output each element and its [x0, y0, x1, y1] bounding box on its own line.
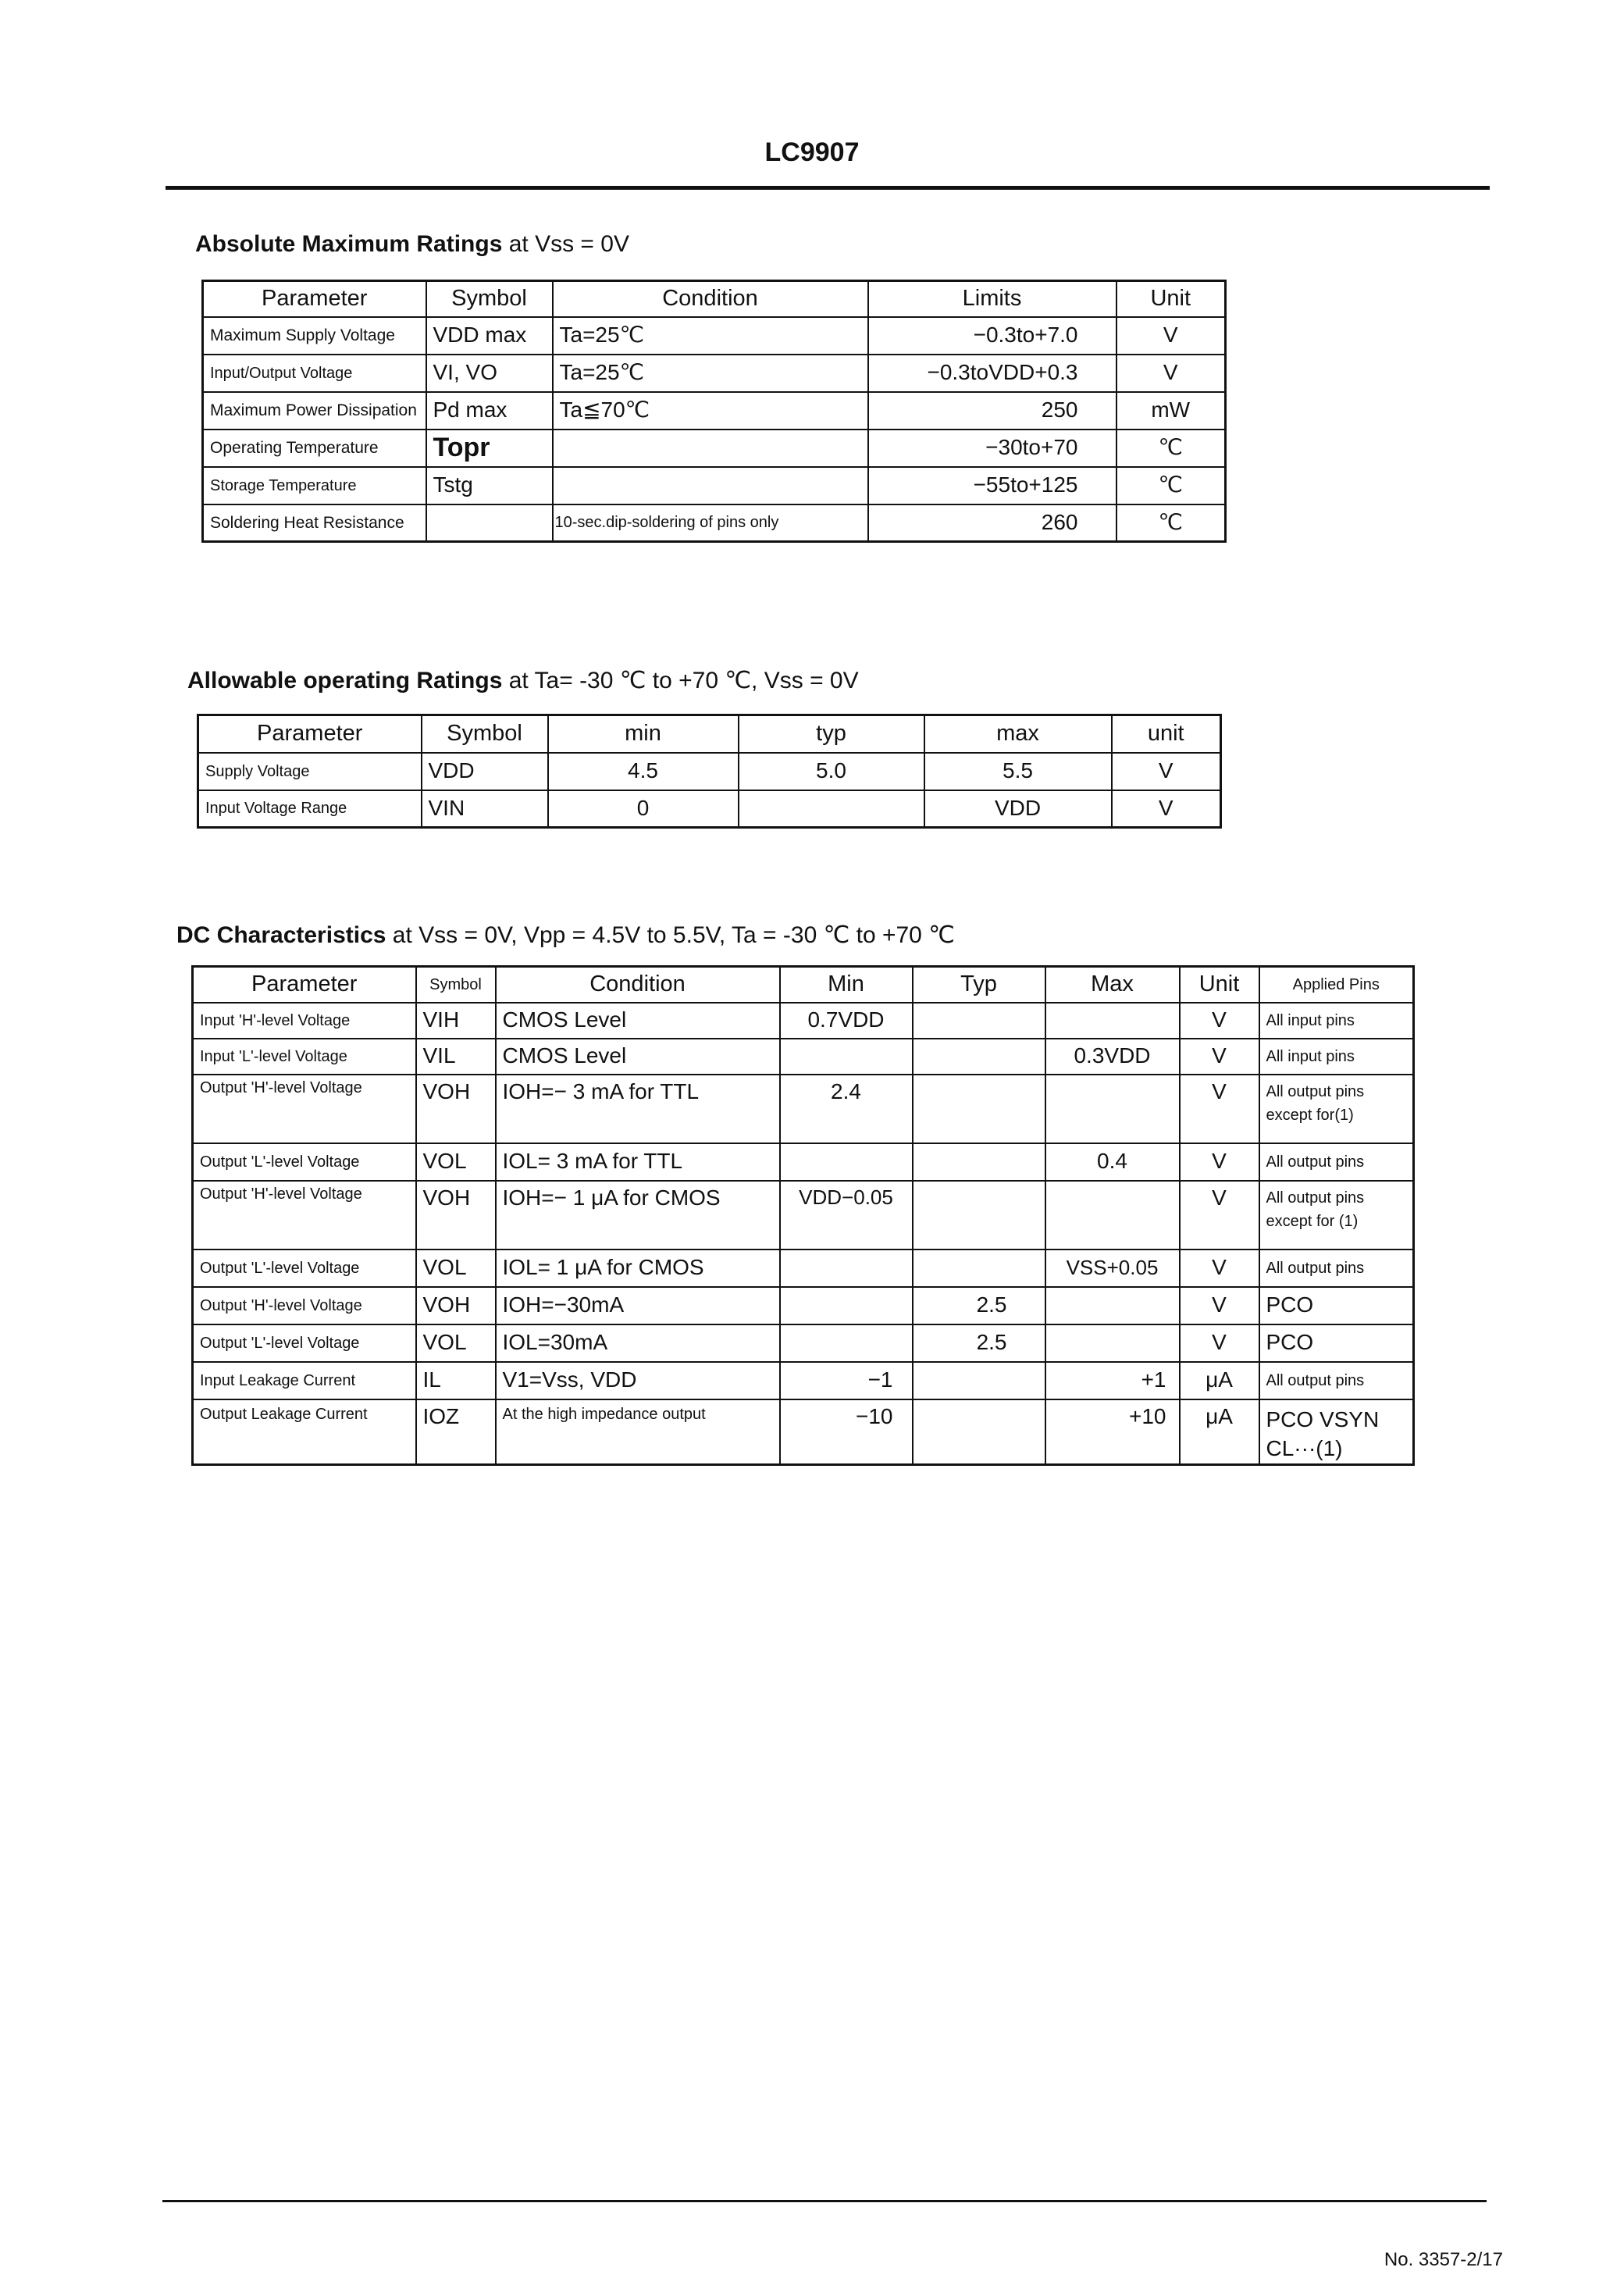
max-cell: 0.4	[1045, 1143, 1180, 1181]
abs-max-col-limits: Limits	[868, 281, 1116, 317]
min-cell	[780, 1324, 913, 1362]
max-cell: 5.5	[924, 753, 1112, 790]
max-cell	[1045, 1287, 1180, 1324]
min-cell: −1	[780, 1362, 913, 1399]
table-row	[203, 467, 1226, 504]
header-rule	[166, 186, 1490, 190]
allowable-title-rest: at Ta= -30 ℃ to +70 ℃, Vss = 0V	[508, 668, 859, 693]
max-cell: +10	[1045, 1399, 1180, 1465]
part-number-header: LC9907	[764, 137, 860, 167]
abs-max-col-parameter: Parameter	[203, 281, 426, 317]
symbol-cell: VOH	[416, 1181, 496, 1250]
allowable-col-parameter: Parameter	[198, 715, 422, 753]
unit-cell: V	[1180, 1324, 1259, 1362]
symbol-cell: VIN	[422, 790, 548, 828]
pins-cell: PCO	[1259, 1324, 1414, 1362]
footer-rule	[162, 2200, 1487, 2202]
min-cell	[780, 1143, 913, 1181]
allowable-col-max: max	[924, 715, 1112, 753]
dc-col-unit: Unit	[1180, 967, 1259, 1003]
param-cell: Input 'L'-level Voltage	[193, 1039, 416, 1075]
allowable-table	[197, 714, 1222, 829]
unit-cell: V	[1112, 753, 1221, 790]
symbol-cell: IL	[416, 1362, 496, 1399]
param-cell: Maximum Power Dissipation	[203, 392, 426, 430]
abs-max-table	[201, 280, 1227, 543]
min-cell: 0.7VDD	[780, 1003, 913, 1039]
allowable-col-min: min	[548, 715, 739, 753]
symbol-cell: VOL	[416, 1324, 496, 1362]
table-row	[193, 1250, 1414, 1287]
pins-cell: All output pins	[1259, 1250, 1414, 1287]
unit-cell: V	[1112, 790, 1221, 828]
param-cell: Output 'L'-level Voltage	[193, 1324, 416, 1362]
table-row	[203, 392, 1226, 430]
dc-col-min: Min	[780, 967, 913, 1003]
table-row	[193, 1324, 1414, 1362]
abs-max-title	[195, 231, 629, 258]
pins-cell: PCO VSYN CL···(1)	[1259, 1399, 1414, 1465]
symbol-cell: VOH	[416, 1075, 496, 1143]
symbol-cell: VIL	[416, 1039, 496, 1075]
dc-title-rest: at Vss = 0V, Vpp = 4.5V to 5.5V, Ta = -30 ℃ to +70 ℃	[392, 922, 955, 948]
unit-cell: ℃	[1116, 430, 1226, 467]
max-cell	[1045, 1181, 1180, 1250]
typ-cell	[913, 1039, 1045, 1075]
symbol-cell: VDD max	[426, 317, 553, 355]
pins-cell: PCO	[1259, 1287, 1414, 1324]
typ-cell	[913, 1181, 1045, 1250]
param-cell: Storage Temperature	[203, 467, 426, 504]
max-cell	[1045, 1075, 1180, 1143]
limits-cell: −30to+70	[868, 430, 1116, 467]
param-cell: Output 'L'-level Voltage	[193, 1250, 416, 1287]
dc-col-max: Max	[1045, 967, 1180, 1003]
limits-cell: 260	[868, 504, 1116, 542]
allowable-title	[187, 667, 859, 694]
dc-title-bold: DC Characteristics	[176, 922, 386, 948]
param-cell: Supply Voltage	[198, 753, 422, 790]
symbol-cell: VOH	[416, 1287, 496, 1324]
symbol-cell: Topr	[426, 430, 553, 467]
dc-col-parameter: Parameter	[193, 967, 416, 1003]
table-row	[193, 1181, 1414, 1250]
unit-cell: μA	[1180, 1362, 1259, 1399]
condition-cell	[553, 467, 868, 504]
param-cell: Output 'H'-level Voltage	[193, 1287, 416, 1324]
abs-max-col-unit: Unit	[1116, 281, 1226, 317]
abs-max-col-condition: Condition	[553, 281, 868, 317]
param-cell: Output 'L'-level Voltage	[193, 1143, 416, 1181]
allowable-col-typ: typ	[739, 715, 924, 753]
symbol-cell: VOL	[416, 1143, 496, 1181]
symbol-cell: VIH	[416, 1003, 496, 1039]
condition-cell	[553, 430, 868, 467]
dc-col-applied-pins: Applied Pins	[1259, 967, 1414, 1003]
unit-cell: ℃	[1116, 467, 1226, 504]
dc-col-symbol: Symbol	[416, 967, 496, 1003]
max-cell: 0.3VDD	[1045, 1039, 1180, 1075]
param-cell: Input Leakage Current	[193, 1362, 416, 1399]
table-row	[193, 1362, 1414, 1399]
max-cell: VSS+0.05	[1045, 1250, 1180, 1287]
min-cell: 4.5	[548, 753, 739, 790]
param-cell: Input 'H'-level Voltage	[193, 1003, 416, 1039]
typ-cell	[913, 1003, 1045, 1039]
limits-cell: −0.3toVDD+0.3	[868, 355, 1116, 392]
unit-cell: V	[1180, 1181, 1259, 1250]
dc-col-condition: Condition	[496, 967, 780, 1003]
dc-header-row	[193, 967, 1414, 1003]
condition-cell: IOL= 1 μA for CMOS	[496, 1250, 780, 1287]
condition-cell: IOL=30mA	[496, 1324, 780, 1362]
param-cell: Soldering Heat Resistance	[203, 504, 426, 542]
max-cell: +1	[1045, 1362, 1180, 1399]
condition-cell: V1=Vss, VDD	[496, 1362, 780, 1399]
typ-cell	[739, 790, 924, 828]
allowable-header-row	[198, 715, 1221, 753]
min-cell: 2.4	[780, 1075, 913, 1143]
typ-cell: 2.5	[913, 1324, 1045, 1362]
limits-cell: 250	[868, 392, 1116, 430]
symbol-cell	[426, 504, 553, 542]
condition-cell: 10-sec.dip-soldering of pins only	[553, 504, 868, 542]
param-cell: Output Leakage Current	[193, 1399, 416, 1465]
pins-cell: All output pins except for (1)	[1259, 1181, 1414, 1250]
typ-cell	[913, 1250, 1045, 1287]
min-cell: 0	[548, 790, 739, 828]
table-row	[193, 1075, 1414, 1143]
unit-cell: V	[1180, 1287, 1259, 1324]
unit-cell: mW	[1116, 392, 1226, 430]
min-cell	[780, 1250, 913, 1287]
pins-cell: All output pins	[1259, 1143, 1414, 1181]
dc-title	[176, 922, 955, 949]
symbol-cell: VI, VO	[426, 355, 553, 392]
typ-cell	[913, 1143, 1045, 1181]
table-row	[193, 1143, 1414, 1181]
min-cell: VDD−0.05	[780, 1181, 913, 1250]
limits-cell: −55to+125	[868, 467, 1116, 504]
abs-max-header-row	[203, 281, 1226, 317]
typ-cell	[913, 1362, 1045, 1399]
unit-cell: ℃	[1116, 504, 1226, 542]
param-cell: Maximum Supply Voltage	[203, 317, 426, 355]
param-cell: Input Voltage Range	[198, 790, 422, 828]
typ-cell	[913, 1399, 1045, 1465]
condition-cell: IOH=− 3 mA for TTL	[496, 1075, 780, 1143]
condition-cell: Ta≦70℃	[553, 392, 868, 430]
dc-col-typ: Typ	[913, 967, 1045, 1003]
param-cell: Output 'H'-level Voltage	[193, 1075, 416, 1143]
condition-cell: IOH=− 1 μA for CMOS	[496, 1181, 780, 1250]
unit-cell: V	[1180, 1250, 1259, 1287]
table-row	[203, 430, 1226, 467]
pins-cell: All output pins except for(1)	[1259, 1075, 1414, 1143]
allowable-col-unit: unit	[1112, 715, 1221, 753]
pins-cell: All input pins	[1259, 1039, 1414, 1075]
doc-number: No. 3357-2/17	[1384, 2249, 1503, 2270]
condition-cell: Ta=25℃	[553, 355, 868, 392]
abs-max-title-bold: Absolute Maximum Ratings	[195, 231, 503, 257]
dc-table	[191, 965, 1415, 1466]
unit-cell: V	[1116, 355, 1226, 392]
table-row	[193, 1039, 1414, 1075]
pins-cell: All output pins	[1259, 1362, 1414, 1399]
condition-cell: IOL= 3 mA for TTL	[496, 1143, 780, 1181]
min-cell	[780, 1039, 913, 1075]
table-row	[193, 1399, 1414, 1465]
condition-cell: Ta=25℃	[553, 317, 868, 355]
unit-cell: V	[1116, 317, 1226, 355]
pins-cell: All input pins	[1259, 1003, 1414, 1039]
table-row	[203, 355, 1226, 392]
symbol-cell: VOL	[416, 1250, 496, 1287]
condition-cell: CMOS Level	[496, 1039, 780, 1075]
condition-cell: IOH=−30mA	[496, 1287, 780, 1324]
param-cell: Output 'H'-level Voltage	[193, 1181, 416, 1250]
table-row	[198, 753, 1221, 790]
table-row	[203, 317, 1226, 355]
abs-max-title-rest: at Vss = 0V	[508, 231, 629, 257]
max-cell	[1045, 1003, 1180, 1039]
abs-max-col-symbol: Symbol	[426, 281, 553, 317]
unit-cell: μA	[1180, 1399, 1259, 1465]
symbol-cell: VDD	[422, 753, 548, 790]
limits-cell: −0.3to+7.0	[868, 317, 1116, 355]
typ-cell: 2.5	[913, 1287, 1045, 1324]
table-row	[198, 790, 1221, 828]
min-cell	[780, 1287, 913, 1324]
table-row	[193, 1287, 1414, 1324]
symbol-cell: Pd max	[426, 392, 553, 430]
table-row	[193, 1003, 1414, 1039]
max-cell	[1045, 1324, 1180, 1362]
unit-cell: V	[1180, 1039, 1259, 1075]
symbol-cell: Tstg	[426, 467, 553, 504]
unit-cell: V	[1180, 1143, 1259, 1181]
allowable-title-bold: Allowable operating Ratings	[187, 668, 503, 693]
typ-cell: 5.0	[739, 753, 924, 790]
param-cell: Input/Output Voltage	[203, 355, 426, 392]
symbol-cell: IOZ	[416, 1399, 496, 1465]
min-cell: −10	[780, 1399, 913, 1465]
param-cell: Operating Temperature	[203, 430, 426, 467]
table-row	[203, 504, 1226, 542]
condition-cell: At the high impedance output	[496, 1399, 780, 1465]
typ-cell	[913, 1075, 1045, 1143]
condition-cell: CMOS Level	[496, 1003, 780, 1039]
unit-cell: V	[1180, 1003, 1259, 1039]
max-cell: VDD	[924, 790, 1112, 828]
allowable-col-symbol: Symbol	[422, 715, 548, 753]
unit-cell: V	[1180, 1075, 1259, 1143]
